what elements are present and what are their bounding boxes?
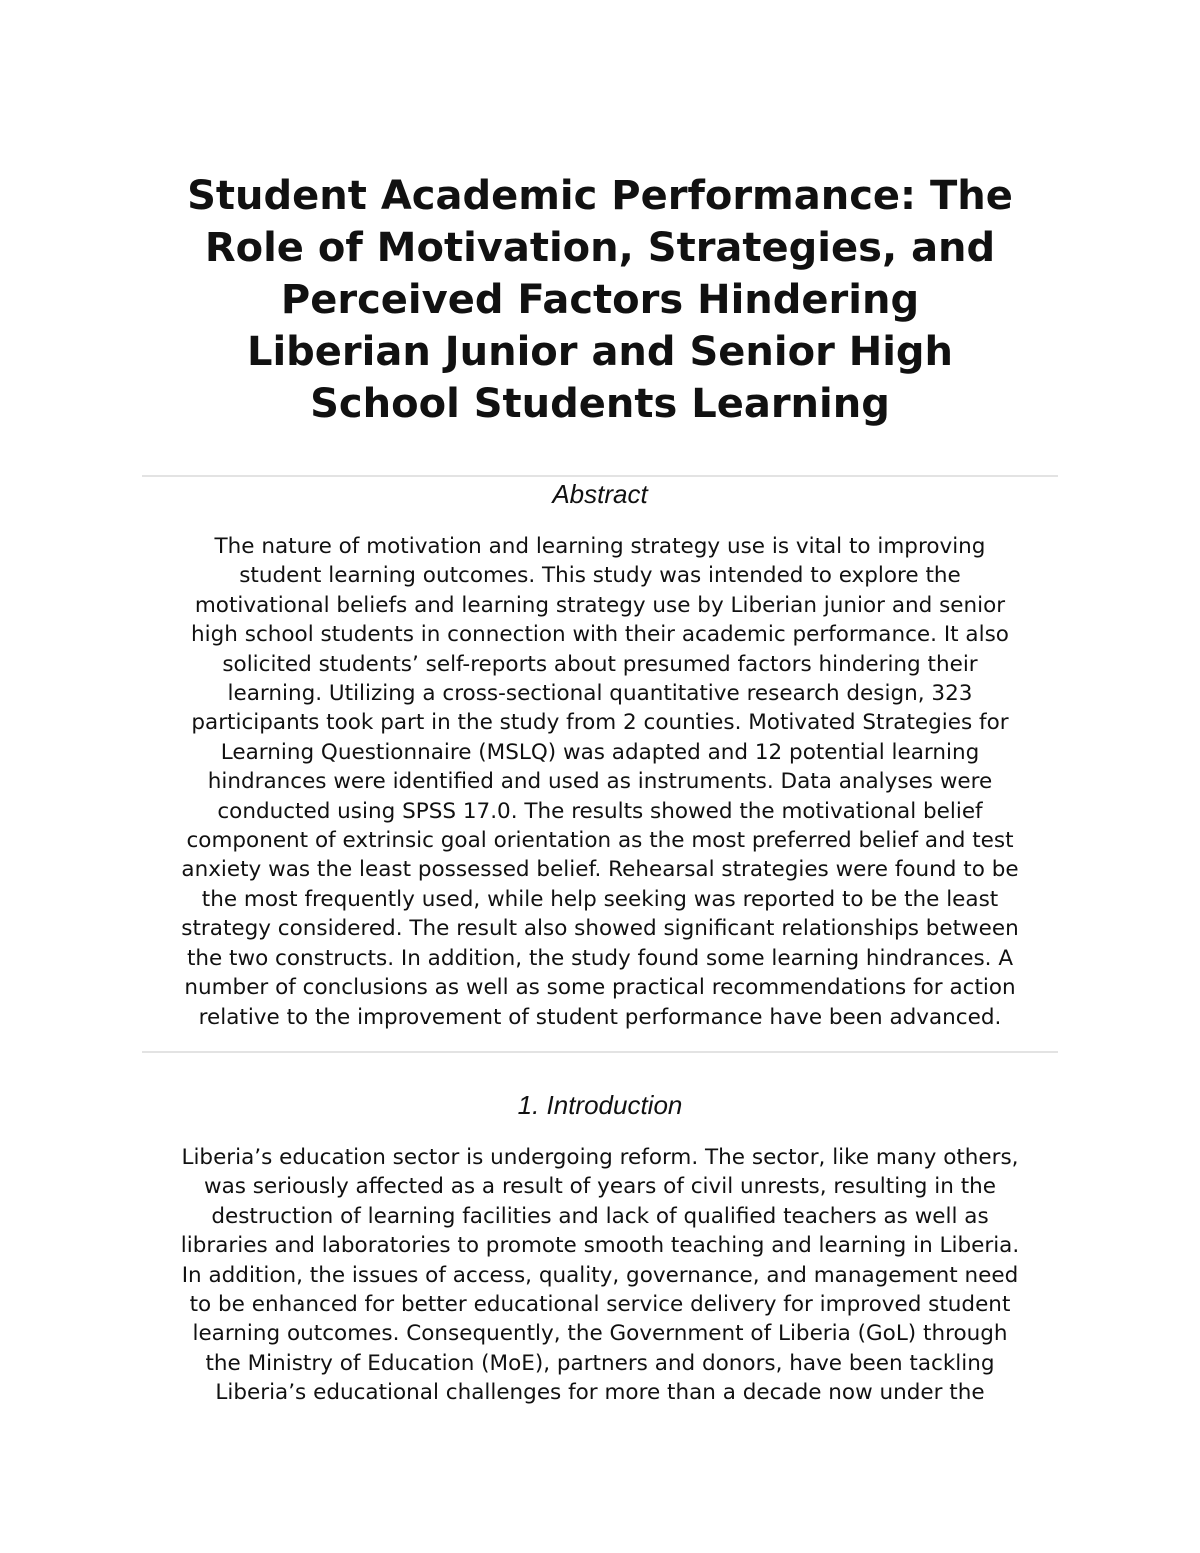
introduction-line: In addition, the issues of access, quality, governance, and management need [181,1262,1019,1288]
abstract-line: participants took part in the study from 2 counties. Motivated Strategies for [191,710,1009,736]
abstract-line: relative to the improvement of student performance have been advanced. [198,1004,1002,1030]
title-line: School Students Learning [310,381,890,427]
abstract-line: learning. Utilizing a cross-sectional quantitative research design, 323 [227,681,973,707]
introduction-line: the Ministry of Education (MoE), partners and donors, have been tackling [205,1350,995,1376]
title-line: Perceived Factors Hindering [280,277,920,323]
abstract-line: Learning Questionnaire (MSLQ) was adapted and 12 potential learning [220,739,980,765]
abstract-heading: Abstract [552,479,648,509]
introduction-line: learning outcomes. Consequently, the Government of Liberia (GoL) through [192,1321,1008,1347]
abstract-line: conducted using SPSS 17.0. The results showed the motivational belief [217,798,983,824]
abstract-text [142,532,1058,1032]
abstract-line: hindrances were identified and used as instruments. Data analyses were [207,769,993,795]
document-title [142,170,1058,430]
introduction-heading: 1. Introduction [517,1090,683,1120]
abstract-line: The nature of motivation and learning strategy use is vital to improving [214,534,986,559]
introduction-line: to be enhanced for better educational service delivery for improved student [189,1292,1011,1318]
abstract-bottom-divider [142,1051,1058,1053]
abstract-line: high school students in connection with their academic performance. It also [191,622,1009,648]
abstract-line: component of extrinsic goal orientation as the most preferred belief and test [186,828,1014,854]
introduction-line: Liberia’s educational challenges for more than a decade now under the [215,1380,985,1406]
abstract-line: anxiety was the least possessed belief. Rehearsal strategies were found to be [181,857,1019,883]
abstract-top-divider [142,475,1058,477]
abstract-line: number of conclusions as well as some practical recommendations for action [184,975,1016,1001]
introduction-text [142,1143,1058,1408]
introduction-line: destruction of learning facilities and lack of qualified teachers as well as [211,1203,989,1229]
abstract-line: student learning outcomes. This study was intended to explore the [239,563,961,589]
introduction-line: libraries and laboratories to promote smooth teaching and learning in Liberia. [180,1233,1020,1259]
abstract-line: the most frequently used, while help seeking was reported to be the least [201,886,999,912]
title-line: Role of Motivation, Strategies, and [204,225,996,271]
introduction-line: Liberia’s education sector is undergoing reform. The sector, like many others, [181,1145,1019,1170]
abstract-line: motivational beliefs and learning strategy use by Liberian junior and senior [194,592,1006,618]
abstract-line: the two constructs. In addition, the study found some learning hindrances. A [186,945,1014,971]
title-line: Student Academic Performance: The [187,173,1013,219]
title-line: Liberian Junior and Senior High [246,329,954,375]
introduction-line: was seriously affected as a result of years of civil unrests, resulting in the [204,1174,996,1200]
abstract-line: solicited students’ self-reports about presumed factors hindering their [222,651,978,677]
abstract-line: strategy considered. The result also showed significant relationships between [181,916,1019,942]
